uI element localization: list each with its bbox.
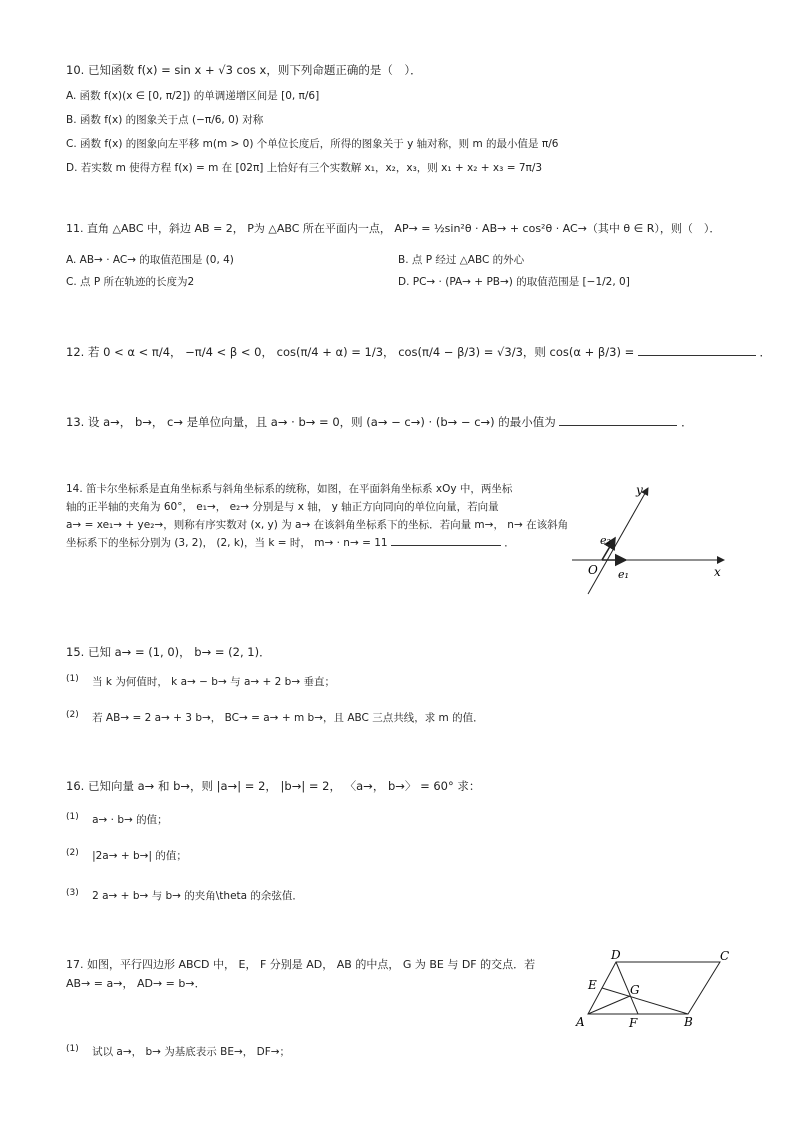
segment-be: [602, 988, 688, 1014]
q12-text: 12. 若 0 < α < π/4， −π/4 < β < 0， cos(π/4 + α) = 1/3， cos(π/4 − β/3) = √3/3，则 cos(α + β/3) =: [66, 345, 635, 359]
label-e: E: [588, 978, 597, 992]
q17-line-1: 17. 如图，平行四边形 ABCD 中， E， F 分别是 AD， AB 的中点， G 为 BE 与 DF 的交点．若: [66, 958, 536, 971]
label-y: y: [636, 483, 643, 497]
q15-part-2-text: 若 AB→ = 2 a→ + 3 b→， BC→ = a→ + m b→，且 ABC 三点共线，求 m 的值．: [92, 712, 484, 724]
label-c: C: [720, 949, 730, 963]
q13-text: 13. 设 a→， b→， c→ 是单位向量，且 a→ · b→ = 0，则 (a→ − c→) · (b→ − c→) 的最小值为: [66, 415, 556, 429]
q10-option-c: C. 函数 f(x) 的图象向左平移 m(m > 0) 个单位长度后，所得的图象关于 y 轴对称，则 m 的最小值是 π/6: [66, 138, 559, 150]
q13-tail: ．: [681, 415, 693, 429]
q17-part-1-number: (1): [66, 1044, 79, 1054]
q11-option-a: A. AB→ · AC→ 的取值范围是 (0, 4): [66, 254, 234, 266]
label-e1: e₁: [618, 568, 629, 581]
q16-part-1: [66, 812, 168, 827]
q14-line-3: a→ = xe₁→ + ye₂→，则称有序实数对 (x, y) 为 a→ 在该斜角坐标系下的坐标．若向量 m→， n→ 在该斜角: [66, 519, 569, 531]
q14-line-4: [66, 535, 515, 550]
q14-line-1: 14. 笛卡尔坐标系是直角坐标系与斜角坐标系的统称，如图，在平面斜角坐标系 xOy 中，两坐标: [66, 483, 513, 495]
label-a: A: [576, 1015, 585, 1029]
q16-part-2-number: (2): [66, 848, 79, 858]
q14-oblique-axes-figure: [568, 478, 738, 600]
q14-tail: ．: [504, 537, 515, 549]
q12-tail: ．: [759, 345, 772, 359]
segment-ag: [588, 996, 630, 1014]
q16-part-1-number: (1): [66, 812, 79, 822]
q16-part-2: [66, 848, 187, 863]
q15-part-2-number: (2): [66, 710, 79, 720]
q14-line-4-text: 坐标系下的坐标分别为 (3, 2)， (2, k)，当 k = 时， m→ · n→ = 11: [66, 537, 388, 549]
label-d: D: [611, 948, 621, 962]
q14-line-2: 轴的正半轴的夹角为 60°， e₁→， e₂→ 分别是与 x 轴， y 轴正方向同向的单位向量，若向量: [66, 501, 499, 513]
q13-answer-blank[interactable]: [559, 425, 677, 426]
q17-line-2: AB→ = a→， AD→ = b→．: [66, 977, 206, 990]
q16-part-3-number: (3): [66, 888, 79, 898]
q16-part-3-text: 2 a→ + b→ 与 b→ 的夹角\theta 的余弦值．: [92, 890, 303, 902]
q16-part-2-text: |2a→ + b→| 的值；: [92, 850, 187, 862]
q16-part-1-text: a→ · b→ 的值；: [92, 814, 168, 826]
label-g: G: [630, 983, 640, 997]
q13-stem: [66, 414, 693, 430]
q10-stem: 10. 已知函数 f(x) = sin x + √3 cos x，则下列命题正确的是（ ）．: [66, 63, 422, 77]
q16-stem: 16. 已知向量 a→ 和 b→，则 |a→| = 2， |b→| = 2， 〈a→， b→〉 = 60° 求：: [66, 779, 481, 793]
label-f: F: [629, 1016, 638, 1030]
q15-part-1: [66, 674, 335, 689]
q11-stem: 11. 直角 △ABC 中，斜边 AB = 2， P为 △ABC 所在平面内一点， AP→ = ½sin²θ · AB→ + cos²θ · AC→（其中 θ ∈ R），则（ ）．: [66, 222, 721, 235]
q15-stem: 15. 已知 a→ = (1, 0)， b→ = (2, 1)．: [66, 645, 271, 659]
q12-answer-blank[interactable]: [638, 355, 756, 356]
q11-option-c: C. 点 P 所在轨迹的长度为2: [66, 276, 195, 288]
label-e2: e₂: [600, 534, 611, 547]
q17-part-1-text: 试以 a→， b→ 为基底表示 BE→， DF→；: [92, 1046, 291, 1058]
label-origin: O: [588, 563, 598, 577]
q14-answer-blank[interactable]: [391, 545, 501, 546]
q17-parallelogram-figure: [572, 948, 738, 1030]
q10-option-b: B. 函数 f(x) 的图象关于点 (−π/6, 0) 对称: [66, 114, 264, 126]
q11-option-b: B. 点 P 经过 △ABC 的外心: [398, 254, 525, 266]
q12-stem: [66, 344, 771, 360]
q15-part-2: [66, 710, 484, 725]
q15-part-1-text: 当 k 为何值时， k a→ − b→ 与 a→ + 2 b→ 垂直；: [92, 676, 335, 688]
q10-option-a: A. 函数 f(x)(x ∈ [0, π/2]) 的单调递增区间是 [0, π/6]: [66, 90, 320, 102]
label-x: x: [714, 565, 721, 579]
q11-option-d: D. PC→ · (PA→ + PB→) 的取值范围是 [−1/2, 0]: [398, 276, 630, 288]
q17-part-1: [66, 1044, 290, 1059]
q10-option-d: D. 若实数 m 使得方程 f(x) = m 在 [02π] 上恰好有三个实数解 x₁，x₂，x₃，则 x₁ + x₂ + x₃ = 7π/3: [66, 162, 543, 174]
q16-part-3: [66, 888, 303, 903]
parallelogram-abcd: [588, 962, 720, 1014]
label-b: B: [684, 1015, 693, 1029]
q15-part-1-number: (1): [66, 674, 79, 684]
